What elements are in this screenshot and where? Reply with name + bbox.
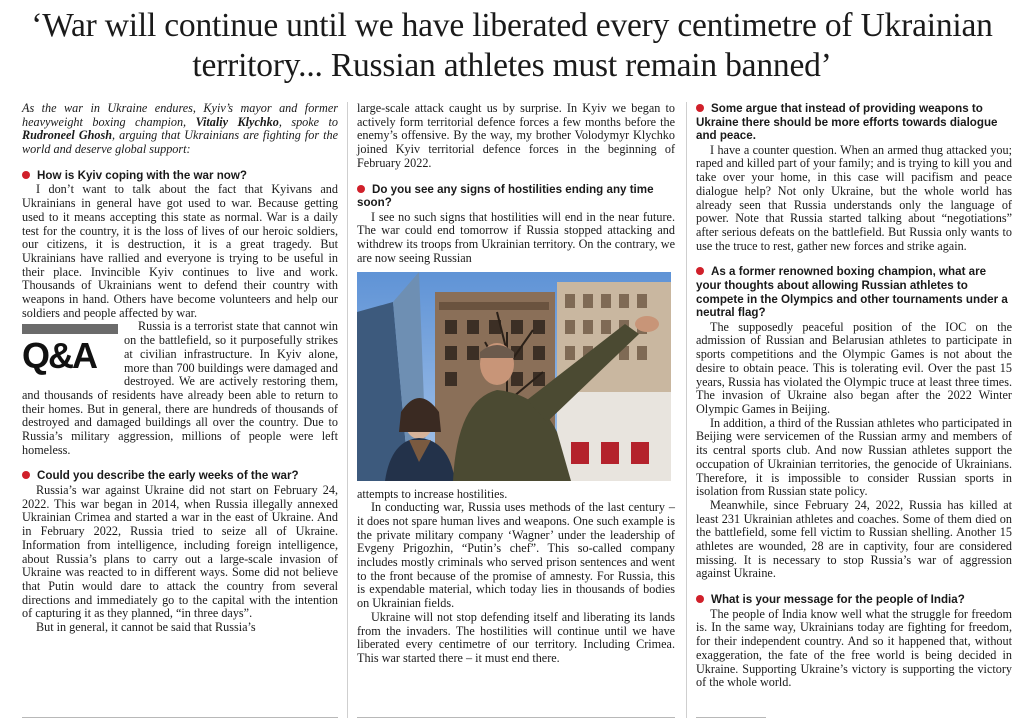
answer-paragraph: I see no such signs that hostilities will end in the near future. The war could end tomorrow if Russia stopped attacking and withdrew its troops from Ukrainian territory. On the contrary, we are now seeing Russian — [357, 209, 675, 265]
bottom-rule — [696, 717, 766, 718]
bullet-icon — [696, 267, 704, 275]
bullet-icon — [357, 185, 365, 193]
qa-logo-bar — [22, 324, 118, 334]
answer-paragraph: But in general, it cannot be said that Russia’s — [36, 620, 256, 635]
question-4: Some argue that instead of providing weapons to Ukraine there should be more efforts towards dialogue and peace. — [696, 102, 998, 143]
bullet-icon — [696, 595, 704, 603]
interviewee-name: Vitaliy Klychko — [195, 114, 279, 129]
qa-logo-text: Q&A — [22, 335, 96, 377]
headline: ‘War will continue until we have liberated every centimetre of Ukrainian territory... Russian athletes must remain banned’ — [31, 7, 993, 84]
question-3: Do you see any signs of hostilities ending any time soon? — [357, 182, 654, 210]
photo-klychko-in-kyiv — [357, 272, 671, 481]
bottom-rule — [357, 717, 675, 718]
question-1: How is Kyiv coping with the war now? — [22, 169, 338, 183]
qa-logo — [22, 324, 118, 388]
question-6: What is your message for the people of India? — [696, 593, 1012, 607]
bullet-icon — [696, 104, 704, 112]
answer-paragraph: attempts to increase hostilities. — [357, 486, 508, 501]
column-1 — [22, 102, 338, 635]
answer-paragraph: large-scale attack caught us by surprise. In Kyiv we began to actively form territorial defence forces a few months before the enemy’s offensive. By the way, my brother Volodymyr Klychko joined Kyiv territorial defence forces in the beginning of February 2022. — [357, 101, 675, 170]
bullet-icon — [22, 471, 30, 479]
answer-paragraph: In addition, a third of the Russian athletes who participated in Beijing were servicemen of the Russian army and members of its central sports club. And now Russian athletes support the occupation of Ukrainian territories, the genocide of Ukrainians. Therefore, it is impossible to consider Russian sports in isolation from Russian state policy. — [696, 415, 1012, 499]
answer-paragraph: In conducting war, Russia uses methods of the last century – it does not spare human lives and weapons. One such example is the private military company ‘Wagner’ under the leadership of Evgeny Prigozhin, “Putin’s chef”. This so-called company includes mostly criminals who served prison sentences and went to the front because of the promise of amnesty. For Russia, this is expendable material, which today lies in thousands of bodies on Ukrainian fields. — [357, 500, 675, 611]
answer-paragraph: The supposedly peaceful position of the IOC on the admission of Russian and Belarusian athletes to participate in sports competitions and the Olympic Games is not about the desire to obtain peace. This is tolerating evil. Over the past 15 years, Russia has violated the Olympic truce at least three times. The invasion of Ukraine also began after the 2022 Winter Olympic Games in Beijing. — [696, 319, 1012, 416]
column-divider — [686, 102, 687, 718]
question-2: Could you describe the early weeks of the war? — [22, 469, 338, 483]
answer-paragraph: I don’t want to talk about the fact that Kyivans and Ukrainians in general have got used to war. Because getting used to it means accepting this state as normal. War is a daily test for the country, it is the loss of lives of our heroic soldiers, our citizens, it is destruction, it is a great tragedy. But Ukrainians have rallied and everyone is trying to be useful in their place. Invincible Kyiv continues to live and work. Thousands of Ukrainians went to defend their country with weapons in hand. Others have become volunteers and help our soldiers and people affected by war. — [22, 182, 338, 320]
author-name: Rudroneel Ghosh — [22, 128, 113, 143]
bullet-icon — [22, 171, 30, 179]
answer-paragraph: The people of India know well what the struggle for freedom is. In the same way, Ukrainians today are fighting for freedom, for their independent country. And so it happened that, without exaggeration, the fate of the free world is being decided in Ukraine. Supporting Ukraine’s victory is supporting the victory of the whole world. — [696, 606, 1012, 690]
answer-paragraph: Meanwhile, since February 24, 2022, Russia has killed at least 231 Ukrainian athletes and coaches. Some of them died on the battlefield, some fell victim to Russian shelling. Another 15 athletes are wounded, 28 are in captivity, four are considered missing. It is necessary to stop Russia’s war of aggression against Ukraine. — [696, 497, 1012, 581]
column-2 — [357, 102, 675, 666]
bottom-rule — [22, 717, 338, 718]
column-divider — [347, 102, 348, 718]
question-5: As a former renowned boxing champion, what are your thoughts about allowing Russian athletes to compete in the Olympics and other tournaments under a neutral flag? — [696, 265, 1008, 320]
answer-paragraph: Russia is a terrorist state that cannot win on the battlefield, so it purposefully strikes at civilian infrastructure. In Kyiv alone, more than 700 buildings were damaged and destroyed. We are actively restoring them, and thousands of residents have already been able to return to their homes. But in general, there are hundreds of thousands of destroyed and damaged buildings all over the country. Due to Russia’s military aggression, millions of people were left homeless. — [22, 319, 338, 457]
answer-paragraph: Ukraine will not stop defending itself and liberating its lands from the invaders. The hostilities will continue until we have liberated every centimetre of our territory. Including Crimea. This war started there – it must end there. — [357, 609, 675, 665]
column-3 — [696, 102, 1012, 690]
answer-paragraph: I have a counter question. When an armed thug attacked you; raped and killed part of your family; and is trying to kill you and take over your home, in this case will pacifism and peace dialogue help? Not only Ukraine, but the whole world has already seen that Russia understands only the language of power. Note that Russia started talking about “negotiations” after serious defeats on the battlefield. But Russia only wants to use the truce to rest, gather new forces and strike again. — [696, 142, 1012, 253]
intro-standfirst: As the war in Ukraine endures, Kyiv’s mayor and former heavyweight boxing champion, Vitaliy Klychko, spoke to Rudroneel Ghosh, arguing that Ukrainians are fighting for the world and deserve global support: — [22, 101, 339, 157]
answer-paragraph: Russia’s war against Ukraine did not start on February 24, 2022. This war began in 2014, when Russia illegally annexed Ukrainian Crimea and started a war in the east of Ukraine. And in February 2022, Russia tried to seize all of Ukraine. Information from intelligence, including foreign intelligence, about Russia’s plans to carry out a large-scale invasion of Ukraine was reacted to in different ways. Some did not believe that Putin would dare to attack the country from several directions and immediately go to the capital with the intention of capturing it as they planned, “in three days”. — [22, 483, 338, 621]
